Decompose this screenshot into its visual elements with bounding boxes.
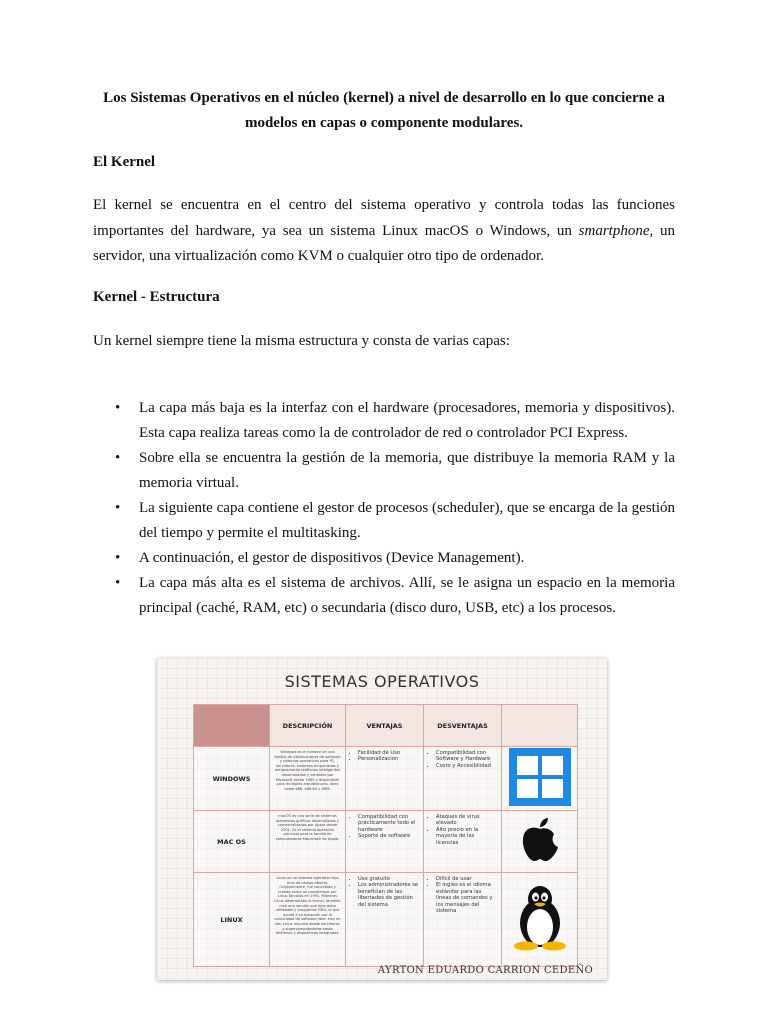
list-item [93,446,675,496]
table-row [194,873,578,967]
apple-logo-icon [520,817,560,863]
row-logo-cell [502,747,578,811]
row-desventajas [424,873,502,967]
table-row [194,811,578,873]
section-heading-kernel: El Kernel [93,154,156,170]
tux-penguin-icon [510,885,570,951]
list-item: • Costo y Accesibilidad [436,763,497,769]
list-item: • Personalización [358,756,419,762]
bullet-text: La capa más alta es el sistema de archivos. Allí, se le asigna un espacio en la memoria principal (caché, RAM, etc) o secundaria (disco duro, USB, etc) a los procesos. [139,575,675,616]
list-item: • Difícil de usar [436,876,497,882]
windows-logo-icon [509,748,571,806]
list-item: • Uso gratuito [358,876,419,882]
row-desventajas [424,811,502,873]
section-heading-estructura: Kernel - Estructura [93,289,220,305]
list-item: • Compatibilidad con Software y Hardware [436,750,497,763]
row-label-macos: MAC OS [194,811,270,873]
list-item: • Los administradores se benefician de las libertades de gestión del sistema [358,882,419,908]
list-item [93,546,675,571]
list-item: • Soporte de software [358,833,419,839]
header-corner-cell [194,705,270,747]
title-line-2: modelos en capas o componente modulares. [244,115,524,131]
bullet-icon: • [115,500,121,516]
row-ventajas [346,811,424,873]
kernel-paragraph [93,193,675,270]
os-comparison-figure [157,658,607,980]
estructura-intro: Un kernel siempre tiene la misma estructura y consta de varias capas: [93,333,510,349]
list-item [93,396,675,446]
kernel-paragraph-em: smartphone [578,222,650,239]
row-ventajas [346,747,424,811]
row-ventajas [346,873,424,967]
list-item [93,571,675,621]
row-description: Linux es un sistema operativo tipo Unix de código abierto. Originalmente, fue concebido y creado como un pasatiempo por Linus Torvalds en 1991. Mientras Linus desarrollaba el kernel, también creó una versión que ejecutaba utilidades y programas GNU, lo que ayudó a su adopción por la comunidad de software libre. Hoy en día, Linux impulsa desde servidores y supercomputadoras hasta teléfonos y dispositivos integrados. [270,873,346,967]
row-label-windows: WINDOWS [194,747,270,811]
header-descripcion: DESCRIPCIÓN [270,705,346,747]
bullet-text: La capa más baja es la interfaz con el hardware (procesadores, memoria y dispositivos). Esta capa realiza tareas como la de controlador de red o controlador PCI Express. [139,400,675,441]
row-logo-cell [502,811,578,873]
bullet-text: A continuación, el gestor de dispositivos (Device Management). [139,550,525,566]
figure-title: SISTEMAS OPERATIVOS [284,672,480,691]
header-ventajas: VENTAJAS [346,705,424,747]
document-title [80,86,688,136]
row-description: macOS es una serie de sistemas operativos gráficos desarrollados y comercializados por Apple desde 2001. Es el sistema operativo principal para la familia de computadoras Macintosh de Apple. [270,811,346,873]
list-item: • Alto precio en la mayoría de las licencias [436,827,497,846]
list-item: • Ataques de virus elevado [436,814,497,827]
bullet-icon: • [115,400,121,416]
bullet-icon: • [115,450,121,466]
list-item [93,496,675,546]
kernel-paragraph-b: , un servidor, una virtualización como KVM o cualquier otro tipo de ordenador. [93,222,675,264]
table-header-row [194,705,578,747]
table-row [194,747,578,811]
bullet-text: La siguiente capa contiene el gestor de procesos (scheduler), que se encarga de la gestión del tiempo y permite el multitasking. [139,500,675,541]
figure-author: AYRTON EDUARDO CARRION CEDEÑO [377,965,593,976]
os-comparison-table [193,704,578,967]
layer-bullet-list [93,396,675,621]
row-logo-cell [502,873,578,967]
row-description: Windows es el nombre de una familia de distribuciones de software y sistemas operativos para PC, servidores, sistemas empotrados y antiguamente teléfonos inteligentes desarrollados y vendidos por Microsoft desde 1985 y disponibles para múltiples arquitecturas, tales como x86, x86-64 y ARM. [270,747,346,811]
list-item: • Facilidad de Uso [358,750,419,756]
bullet-icon: • [115,575,121,591]
header-desventajas: DESVENTAJAS [424,705,502,747]
list-item: • Compatibilidad con prácticamente todo el hardware [358,814,419,833]
bullet-text: Sobre ella se encuentra la gestión de la memoria, que distribuye la memoria RAM y la memoria virtual. [139,450,675,491]
header-logo-cell [502,705,578,747]
bullet-icon: • [115,550,121,566]
list-item: • El inglés es el idioma estándar para las líneas de comandos y los mensajes del sistema [436,882,497,914]
title-line-1: Los Sistemas Operativos en el núcleo (kernel) a nivel de desarrollo en lo que concierne a [103,90,665,106]
row-desventajas [424,747,502,811]
kernel-paragraph-a: El kernel se encuentra en el centro del sistema operativo y controla todas las funciones importantes del hardware, ya sea un sistema Linux macOS o Windows, un [93,197,675,239]
row-label-linux: LINUX [194,873,270,967]
